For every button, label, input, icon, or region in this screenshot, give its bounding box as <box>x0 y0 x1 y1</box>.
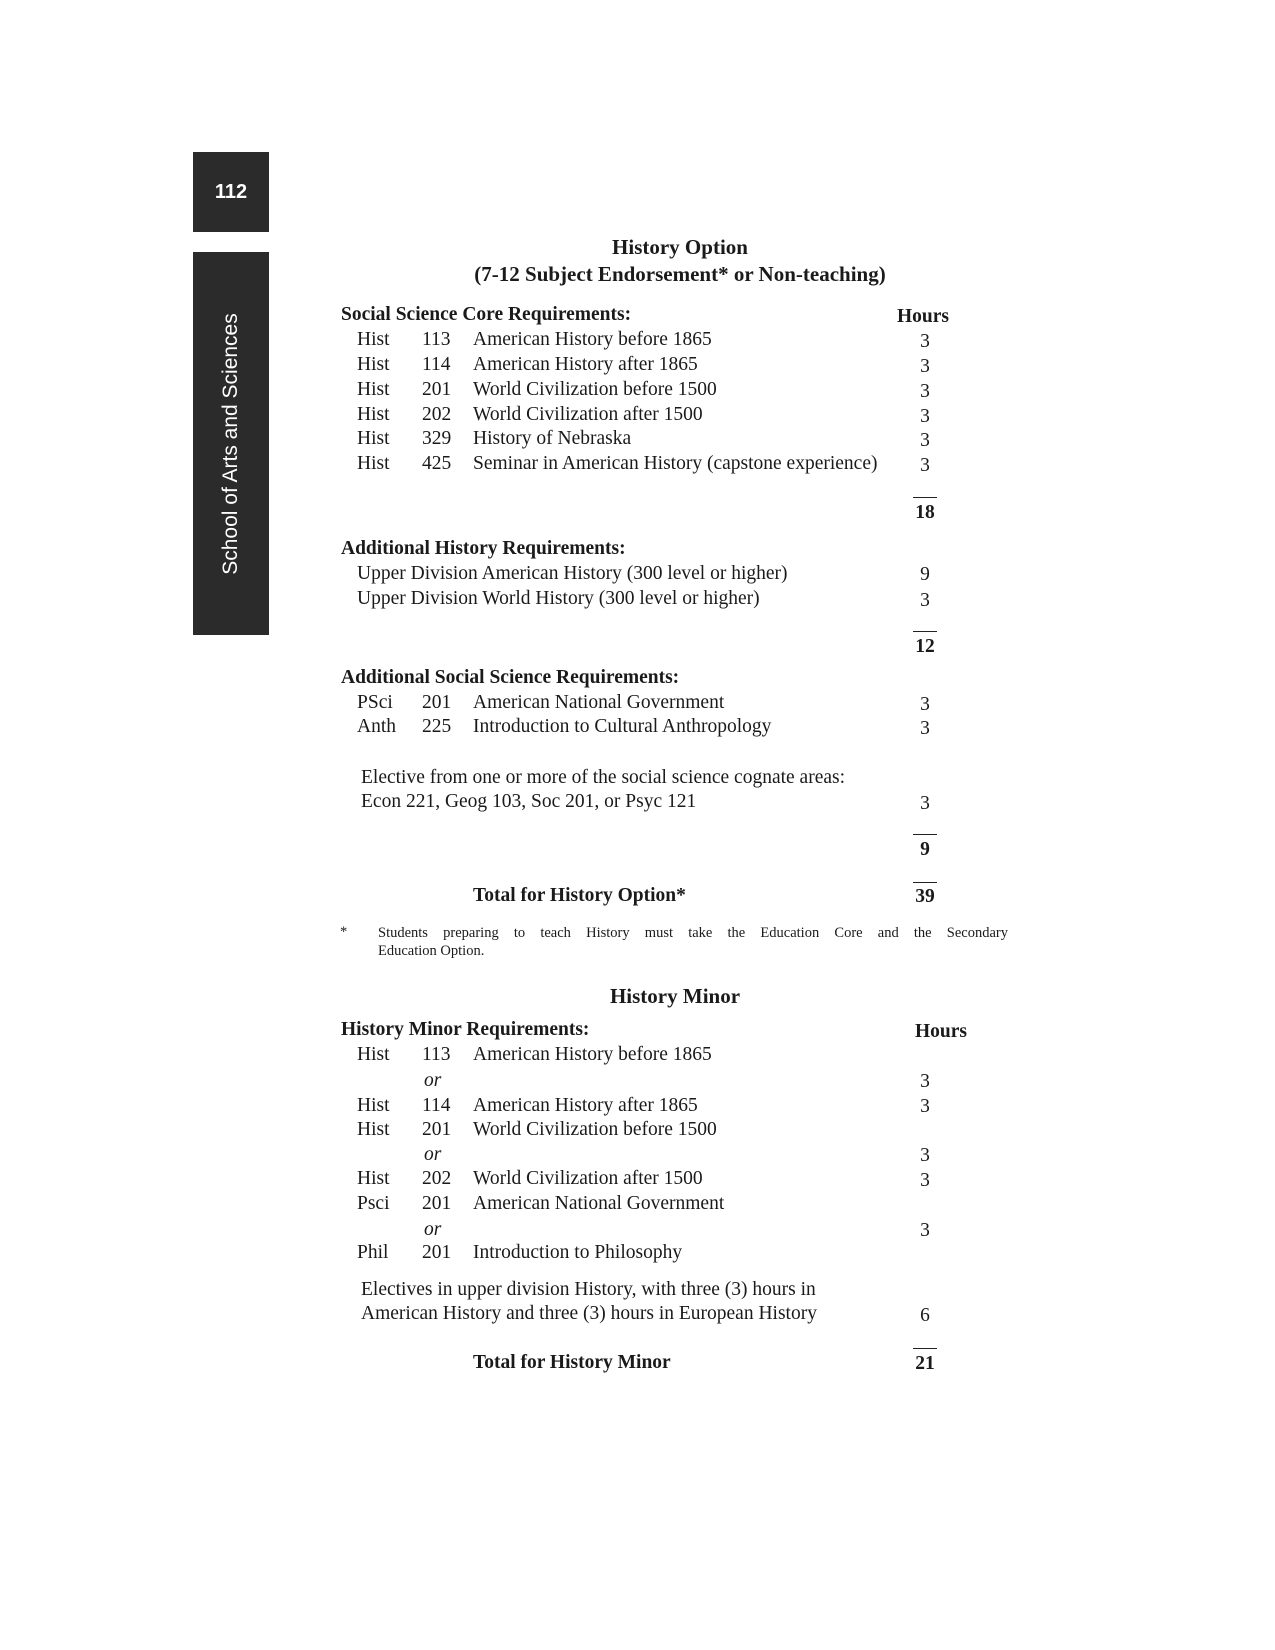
or-group-hours: 3 <box>920 1071 930 1092</box>
course-dept: Psci <box>357 1193 390 1214</box>
minor-total: 21 <box>915 1353 935 1374</box>
subtotal-rule <box>913 631 937 632</box>
course-dept: Hist <box>357 354 390 375</box>
requirement-hours: 9 <box>920 564 930 585</box>
course-title: Introduction to Philosophy <box>473 1242 683 1263</box>
course-hours: 3 <box>920 331 930 352</box>
course-title: Seminar in American History (capstone experience) <box>473 453 878 474</box>
minor-heading: History Minor Requirements: <box>341 1019 590 1040</box>
course-number: 329 <box>422 428 452 449</box>
course-hours: 3 <box>920 406 930 427</box>
subtotal-rule <box>913 497 937 498</box>
course-hours: 3 <box>920 381 930 402</box>
course-number: 202 <box>422 404 452 425</box>
course-number: 114 <box>422 1095 451 1116</box>
course-title: American National Government <box>473 1193 725 1214</box>
course-title: American History after 1865 <box>473 354 698 375</box>
page-number-tab <box>193 152 269 232</box>
course-dept: Hist <box>357 453 390 474</box>
option-hours-label: Hours <box>897 306 950 327</box>
course-hours: 3 <box>920 1170 930 1191</box>
minor-electives-line-2: American History and three (3) hours in European History <box>361 1303 817 1324</box>
subtotal-rule <box>913 834 937 835</box>
course-hours: 3 <box>920 718 930 739</box>
course-number: 114 <box>422 354 451 375</box>
course-hours: 3 <box>920 356 930 377</box>
core-subtotal: 18 <box>915 502 935 523</box>
course-dept: Hist <box>357 404 390 425</box>
course-number: 425 <box>422 453 452 474</box>
elective-line-1: Elective from one or more of the social science cognate areas: <box>361 767 846 788</box>
course-dept: Hist <box>357 1095 390 1116</box>
course-title: World Civilization before 1500 <box>473 1119 717 1140</box>
minor-hours-label: Hours <box>915 1021 968 1042</box>
course-dept: Hist <box>357 379 390 400</box>
requirement-title: Upper Division American History (300 level or higher) <box>357 563 788 584</box>
total-rule <box>913 882 937 883</box>
or-group-hours: 3 <box>920 1220 930 1241</box>
or-connector: or <box>424 1219 442 1240</box>
course-number: 113 <box>422 1044 451 1065</box>
course-dept: Anth <box>357 716 396 737</box>
course-dept: PSci <box>357 692 393 713</box>
course-number: 201 <box>422 1242 452 1263</box>
elective-line-2: Econ 221, Geog 103, Soc 201, or Psyc 121 <box>361 791 697 812</box>
minor-title: History Minor <box>609 984 741 1008</box>
additional-history-subtotal: 12 <box>915 636 935 657</box>
course-hours: 3 <box>920 694 930 715</box>
footnote-mark: * <box>340 924 348 940</box>
course-title: History of Nebraska <box>473 428 632 449</box>
course-dept: Hist <box>357 1044 390 1065</box>
or-connector: or <box>424 1144 442 1165</box>
course-dept: Phil <box>357 1242 389 1263</box>
or-group-hours: 3 <box>920 1145 930 1166</box>
or-connector: or <box>424 1070 442 1091</box>
minor-total-label: Total for History Minor <box>473 1352 671 1373</box>
requirement-title: Upper Division World History (300 level or higher) <box>357 588 760 609</box>
course-hours: 3 <box>920 455 930 476</box>
option-total: 39 <box>915 886 935 907</box>
option-total-label: Total for History Option* <box>473 885 686 906</box>
course-number: 225 <box>422 716 452 737</box>
course-hours: 3 <box>920 430 930 451</box>
course-dept: Hist <box>357 1119 390 1140</box>
additional-social-heading: Additional Social Science Requirements: <box>341 667 680 688</box>
page-number: 112 <box>214 180 248 203</box>
course-hours: 3 <box>920 1096 930 1117</box>
option-title: History Option <box>612 235 748 259</box>
course-title: American History after 1865 <box>473 1095 698 1116</box>
course-dept: Hist <box>357 1168 390 1189</box>
footnote-line-2: Education Option. <box>378 943 485 959</box>
course-number: 201 <box>422 379 452 400</box>
course-title: World Civilization after 1500 <box>473 404 703 425</box>
minor-electives-hours: 6 <box>920 1305 930 1326</box>
minor-electives-line-1: Electives in upper division History, with three (3) hours in <box>361 1279 816 1300</box>
course-title: World Civilization after 1500 <box>473 1168 703 1189</box>
course-title: American History before 1865 <box>473 329 712 350</box>
course-title: Introduction to Cultural Anthropology <box>473 716 772 737</box>
course-number: 201 <box>422 1119 452 1140</box>
requirement-hours: 3 <box>920 590 930 611</box>
course-title: American National Government <box>473 692 725 713</box>
section-side-tab <box>193 252 269 635</box>
course-number: 113 <box>422 329 451 350</box>
option-subtitle: (7-12 Subject Endorsement* or Non-teaching) <box>474 262 886 286</box>
additional-social-subtotal: 9 <box>920 839 930 860</box>
total-rule <box>913 1348 937 1349</box>
course-number: 202 <box>422 1168 452 1189</box>
course-title: American History before 1865 <box>473 1044 712 1065</box>
course-number: 201 <box>422 692 452 713</box>
course-dept: Hist <box>357 329 390 350</box>
core-heading: Social Science Core Requirements: <box>341 304 632 325</box>
elective-hours: 3 <box>920 793 930 814</box>
section-side-tab-label: School of Arts and Sciences <box>219 312 242 575</box>
course-dept: Hist <box>357 428 390 449</box>
additional-history-heading: Additional History Requirements: <box>341 538 626 559</box>
course-title: World Civilization before 1500 <box>473 379 717 400</box>
course-number: 201 <box>422 1193 452 1214</box>
footnote-line-1: Students preparing to teach History must take the Education Core and the Secondary <box>378 925 1008 941</box>
